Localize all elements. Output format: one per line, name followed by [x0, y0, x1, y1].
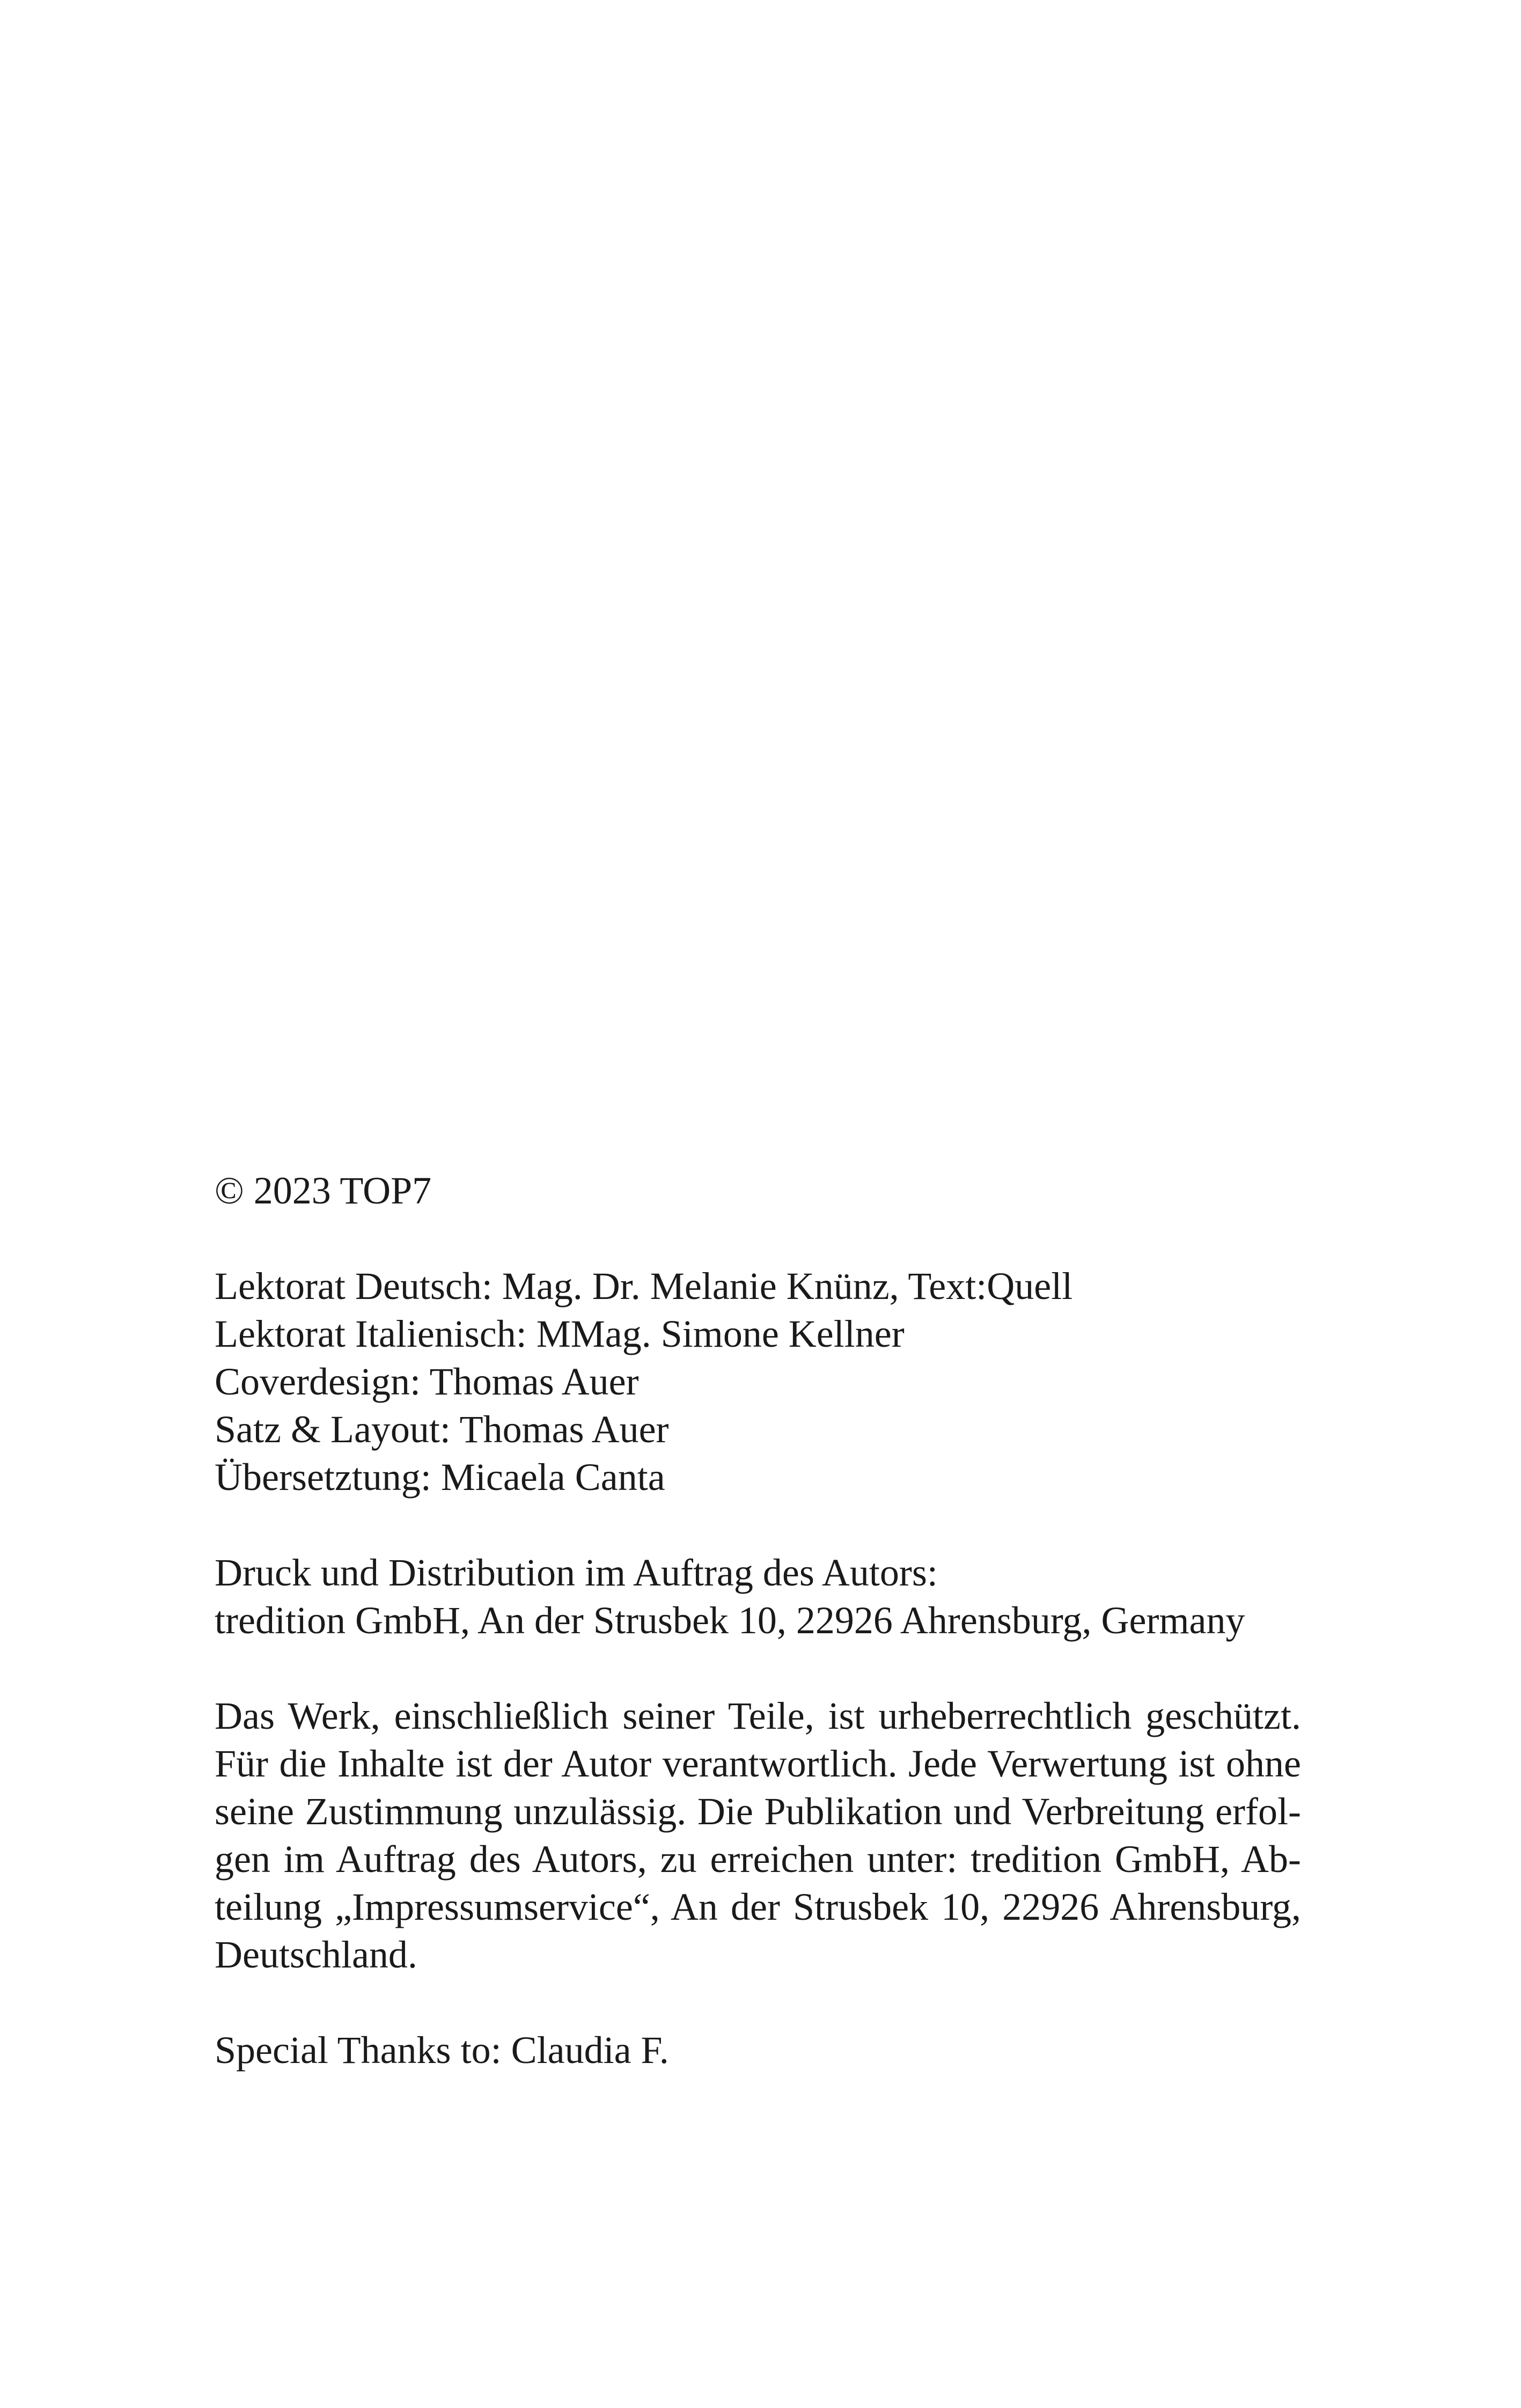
credit-line-coverdesign: Coverdesign: Thomas Auer — [215, 1360, 639, 1403]
credits-list — [215, 1262, 1301, 1501]
paragraph-gap — [215, 1215, 1301, 1262]
credit-line-satz-layout: Satz & Layout: Thomas Auer — [215, 1408, 669, 1451]
imprint-text-block — [215, 1167, 1301, 2074]
distribution-line-2: tredition GmbH, An der Strusbek 10, 22926 Ahrensburg, Germany — [215, 1599, 1245, 1642]
thanks-line: Special Thanks to: Claudia F. — [215, 2029, 669, 2072]
copyright-notice — [215, 1167, 1301, 1215]
legal-line: teilung „Impressumservice“, An der Strusbek 10, 22926 Ahrensburg, — [215, 1885, 1301, 1928]
legal-line: gen im Auftrag des Autors, zu erreichen unter: tredition GmbH, Ab- — [215, 1838, 1301, 1881]
legal-line: seine Zustimmung unzulässig. Die Publikation und Verbreitung erfol- — [215, 1790, 1301, 1833]
paragraph-gap — [215, 1979, 1301, 2027]
credit-line-uebersetzung: Übersetztung: Micaela Canta — [215, 1456, 665, 1499]
credit-line-lektorat-deutsch: Lektorat Deutsch: Mag. Dr. Melanie Knünz, Text:Quell — [215, 1265, 1073, 1308]
paragraph-gap — [215, 1645, 1301, 1692]
legal-line: Das Werk, einschließlich seiner Teile, ist urheberrechtlich geschützt. — [215, 1694, 1301, 1737]
special-thanks — [215, 2027, 1301, 2074]
distribution-line-1: Druck und Distribution im Auftrag des Autors: — [215, 1551, 938, 1594]
legal-line: Deutschland. — [215, 1933, 417, 1976]
copyright-line: © 2023 TOP7 — [215, 1169, 432, 1212]
credit-line-lektorat-italienisch: Lektorat Italienisch: MMag. Simone Kellner — [215, 1312, 905, 1355]
paragraph-gap — [215, 1501, 1301, 1549]
distribution-notice — [215, 1549, 1301, 1645]
legal-line: Für die Inhalte ist der Autor verantwortlich. Jede Verwertung ist ohne — [215, 1742, 1301, 1785]
legal-notice — [215, 1692, 1301, 1979]
